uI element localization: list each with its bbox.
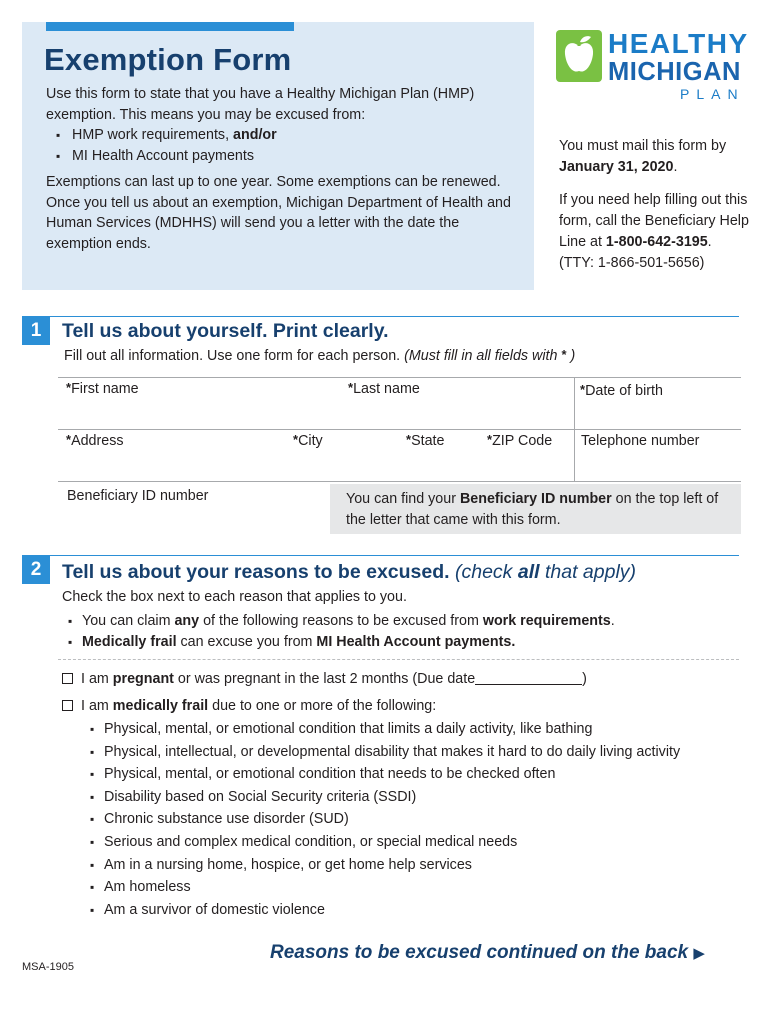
list-item: ▪ Physical, mental, or emotional condition that needs to be checked often — [90, 763, 750, 786]
pregnant-checkbox[interactable] — [62, 673, 73, 684]
list-item: ▪ Am in a nursing home, hospice, or get home help services — [90, 854, 750, 877]
medically-frail-conditions — [90, 718, 750, 921]
exemption-item: ▪ HMP work requirements, and/or — [56, 125, 516, 146]
date-of-birth-label: *Date of birth — [580, 382, 663, 399]
exemption-item: ▪ MI Health Account payments — [56, 146, 516, 167]
intro-text — [46, 84, 516, 254]
exemption-list — [46, 125, 516, 166]
list-item: ▪ Am a survivor of domestic violence — [90, 899, 750, 922]
mail-deadline-text: You must mail this form by January 31, 2020. — [559, 138, 727, 175]
section-2-notes — [68, 611, 615, 653]
section-1-rule — [22, 316, 739, 317]
intro-accent-bar — [46, 22, 294, 31]
apple-icon — [556, 30, 602, 82]
section-1-number: 1 — [22, 317, 50, 345]
list-item: ▪ Physical, intellectual, or developmental disability that makes it hard to do daily living activity — [90, 741, 750, 764]
logo-plan-text: PLAN — [680, 86, 745, 102]
section-2-number: 2 — [22, 556, 50, 584]
note-work-requirements: ▪ You can claim any of the following reasons to be excused from work requirements. — [68, 611, 615, 632]
section-2-title: Tell us about your reasons to be excused. (check all that apply) — [62, 561, 637, 583]
beneficiary-id-label: Beneficiary ID number — [67, 488, 209, 504]
list-item: ▪ Chronic substance use disorder (SUD) — [90, 808, 750, 831]
last-name-label: *Last name — [348, 380, 420, 397]
medically-frail-checkbox[interactable] — [62, 700, 73, 711]
state-label: *State — [406, 432, 445, 449]
mailing-info — [559, 136, 759, 274]
medically-frail-option: I am medically frail due to one or more of the following: — [62, 696, 436, 716]
note-medically-frail: ▪ Medically frail can excuse you from MI Health Account payments. — [68, 632, 615, 653]
form-number: MSA-1905 — [22, 961, 74, 973]
continued-on-back: Reasons to be excused continued on the back ▶ — [270, 942, 705, 963]
intro-paragraph-2: Exemptions can last up to one year. Some exemptions can be renewed. Once you tell us about an exemption, Michigan Department of Health and Human Services (MDHHS) will send you a letter with the date the exemption ends. — [46, 174, 511, 252]
play-arrow-icon: ▶ — [693, 945, 705, 962]
page-title: Exemption Form — [44, 42, 292, 77]
beneficiary-id-note: You can find your Beneficiary ID number on the top left of the letter that came with this form. — [330, 484, 741, 534]
intro-line: Use this form to state that you have a Healthy Michigan Plan (HMP) exemption. This means you may be excused from: — [46, 86, 475, 123]
tty-number: (TTY: 1-866-501-5656) — [559, 255, 705, 271]
address-label: *Address — [66, 432, 124, 449]
section-1-title: Tell us about yourself. Print clearly. — [62, 320, 389, 342]
first-name-label: *First name — [66, 380, 139, 397]
logo-healthy-text: HEALTHY — [608, 28, 749, 59]
list-item: ▪ Disability based on Social Security criteria (SSDI) — [90, 786, 750, 809]
zip-code-label: *ZIP Code — [487, 432, 553, 449]
list-item: ▪ Physical, mental, or emotional condition that limits a daily activity, like bathing — [90, 718, 750, 741]
section-2-divider — [58, 659, 739, 660]
list-item: ▪ Serious and complex medical condition, or special medical needs — [90, 831, 750, 854]
logo-michigan-text: MICHIGAN — [608, 58, 741, 86]
healthy-michigan-logo — [556, 28, 749, 104]
section-2-instructions: Check the box next to each reason that applies to you. — [62, 589, 407, 605]
section-1-instructions: Fill out all information. Use one form for each person. (Must fill in all fields with * ) — [64, 347, 576, 364]
pregnant-option: I am pregnant or was pregnant in the last 2 months (Due date ) — [62, 669, 587, 689]
due-date-input[interactable] — [475, 671, 582, 685]
help-line-text: If you need help filling out this form, call the Beneficiary Help Line at 1-800-642-3195. (TTY: 1-866-501-5656) — [559, 192, 749, 271]
telephone-label: Telephone number — [581, 433, 700, 449]
city-label: *City — [293, 432, 323, 449]
list-item: ▪ Am homeless — [90, 876, 750, 899]
section-2-rule — [22, 555, 739, 556]
help-phone: 1-800-642-3195 — [605, 234, 708, 250]
